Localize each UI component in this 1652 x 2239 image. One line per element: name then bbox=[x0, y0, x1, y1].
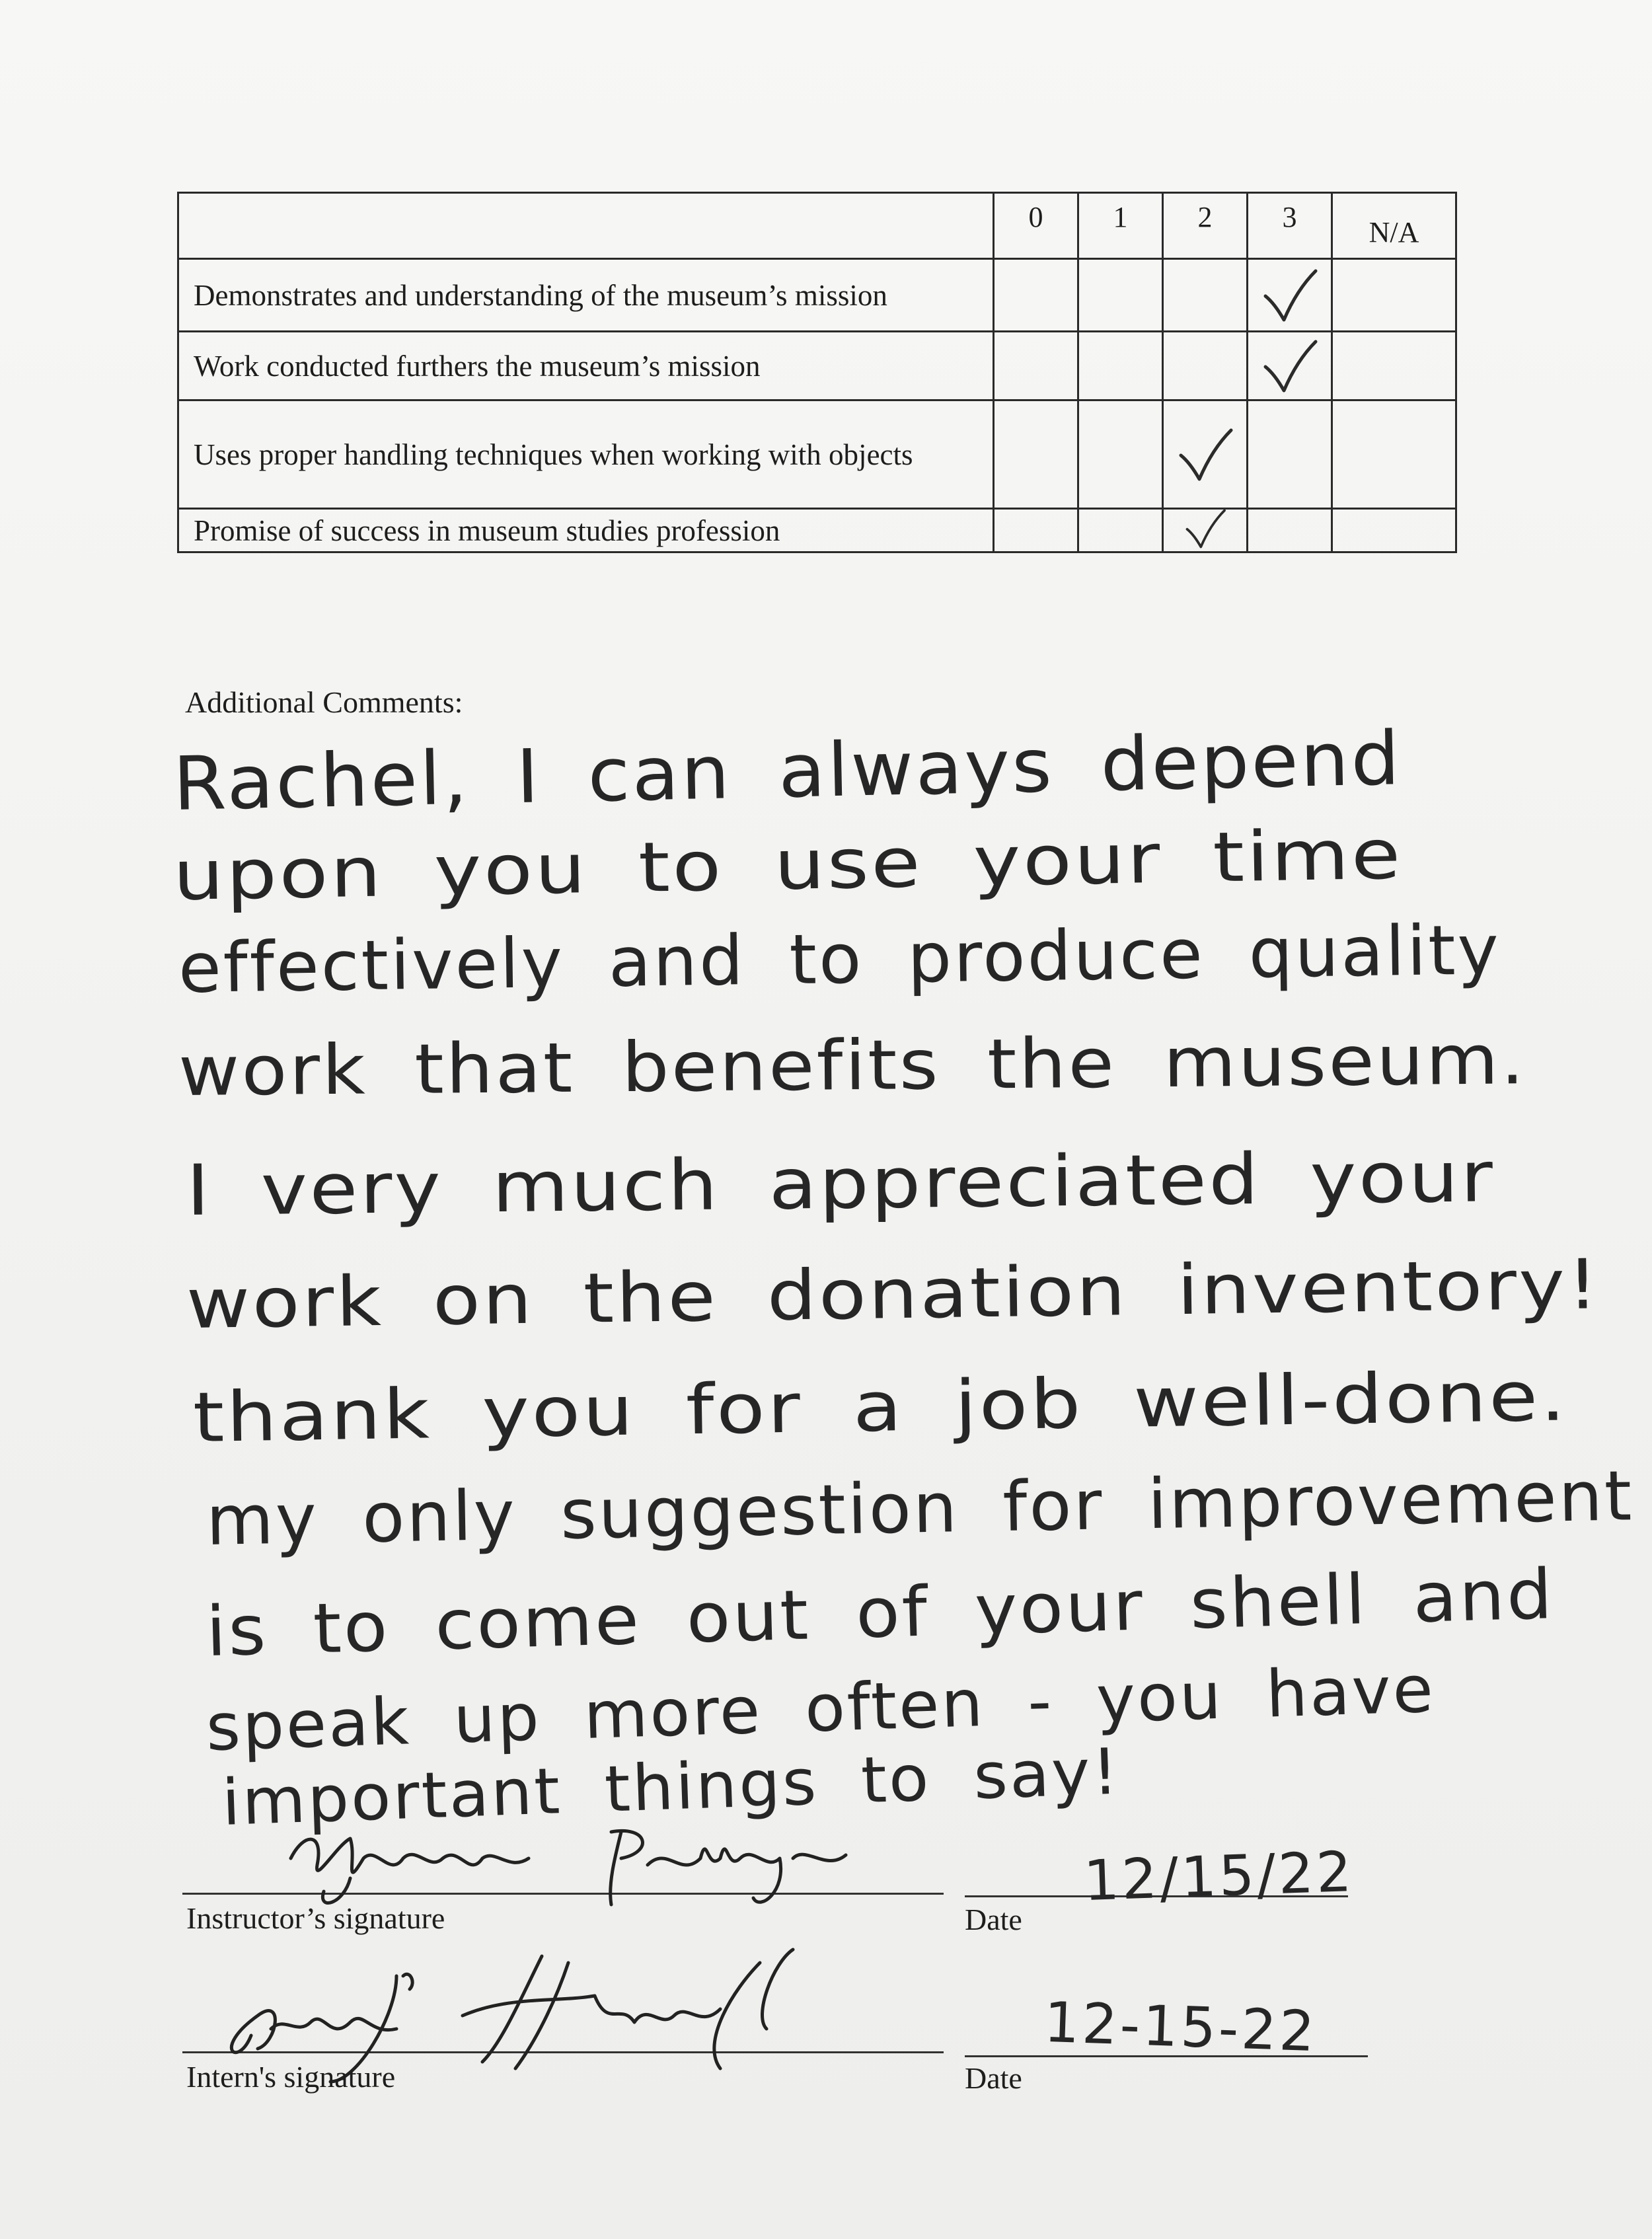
criterion-label: Promise of success in museum studies profession bbox=[178, 509, 994, 552]
rating-row bbox=[178, 332, 1456, 400]
checkmark-icon bbox=[1261, 267, 1318, 324]
criterion-header-cell bbox=[178, 193, 994, 259]
rating-header-row bbox=[178, 193, 1456, 259]
score-cell bbox=[994, 332, 1078, 400]
comment-line: effectively and to produce quality bbox=[178, 909, 1501, 1008]
instructor-date-value: 12/15/22 bbox=[1082, 1839, 1355, 1914]
comment-line: is to come out of your shell and bbox=[205, 1554, 1556, 1672]
rating-row bbox=[178, 400, 1456, 509]
score-cell bbox=[1248, 400, 1332, 509]
score-cell bbox=[1248, 509, 1332, 552]
score-cell bbox=[1078, 400, 1163, 509]
instructor-date-label: Date bbox=[965, 1903, 1022, 1936]
checkmark-icon bbox=[1177, 426, 1234, 483]
comment-line: upon you to use your time bbox=[172, 814, 1404, 916]
score-cell bbox=[1163, 509, 1248, 552]
score-cell bbox=[1332, 259, 1456, 332]
comment-line: work that benefits the museum. bbox=[178, 1019, 1527, 1112]
score-cell bbox=[1332, 509, 1456, 552]
score-header-1: 1 bbox=[1078, 193, 1163, 259]
comment-line: my only suggestion for improvement bbox=[205, 1455, 1635, 1561]
score-cell bbox=[1248, 259, 1332, 332]
comment-line: thank you for a job well-done. bbox=[192, 1355, 1569, 1458]
instructor-signature-label: Instructor’s signature bbox=[186, 1901, 445, 1935]
comment-line: speak up more often - you have bbox=[205, 1651, 1437, 1766]
comment-line: work on the donation inventory! bbox=[186, 1244, 1601, 1344]
score-header-na: N/A bbox=[1332, 193, 1456, 259]
comment-line: important things to say! bbox=[221, 1734, 1121, 1840]
score-cell bbox=[1078, 259, 1163, 332]
intern-signature-label: Intern's signature bbox=[186, 2060, 396, 2094]
score-header-2: 2 bbox=[1163, 193, 1248, 259]
intern-date-value: 12-15-22 bbox=[1043, 1989, 1318, 2065]
score-header-0: 0 bbox=[994, 193, 1078, 259]
score-header-3: 3 bbox=[1248, 193, 1332, 259]
score-cell bbox=[1163, 400, 1248, 509]
comment-line: Rachel, I can always depend bbox=[172, 716, 1403, 827]
criterion-label: Uses proper handling techniques when working with objects bbox=[178, 400, 994, 509]
checkmark-icon bbox=[1184, 508, 1226, 550]
score-cell bbox=[1248, 332, 1332, 400]
rating-table bbox=[177, 192, 1457, 553]
score-cell bbox=[1332, 400, 1456, 509]
additional-comments-label: Additional Comments: bbox=[185, 685, 463, 719]
rating-row bbox=[178, 259, 1456, 332]
score-cell bbox=[994, 509, 1078, 552]
score-cell bbox=[994, 259, 1078, 332]
score-cell bbox=[1332, 332, 1456, 400]
checkmark-icon bbox=[1261, 338, 1318, 395]
comment-line: I very much appreciated your bbox=[186, 1136, 1495, 1231]
intern-date-label: Date bbox=[965, 2061, 1022, 2095]
score-cell bbox=[1078, 332, 1163, 400]
criterion-label: Work conducted furthers the museum’s mission bbox=[178, 332, 994, 400]
score-cell bbox=[994, 400, 1078, 509]
rating-row bbox=[178, 509, 1456, 552]
score-cell bbox=[1078, 509, 1163, 552]
score-cell bbox=[1163, 259, 1248, 332]
score-cell bbox=[1163, 332, 1248, 400]
criterion-label: Demonstrates and understanding of the museum’s mission bbox=[178, 259, 994, 332]
